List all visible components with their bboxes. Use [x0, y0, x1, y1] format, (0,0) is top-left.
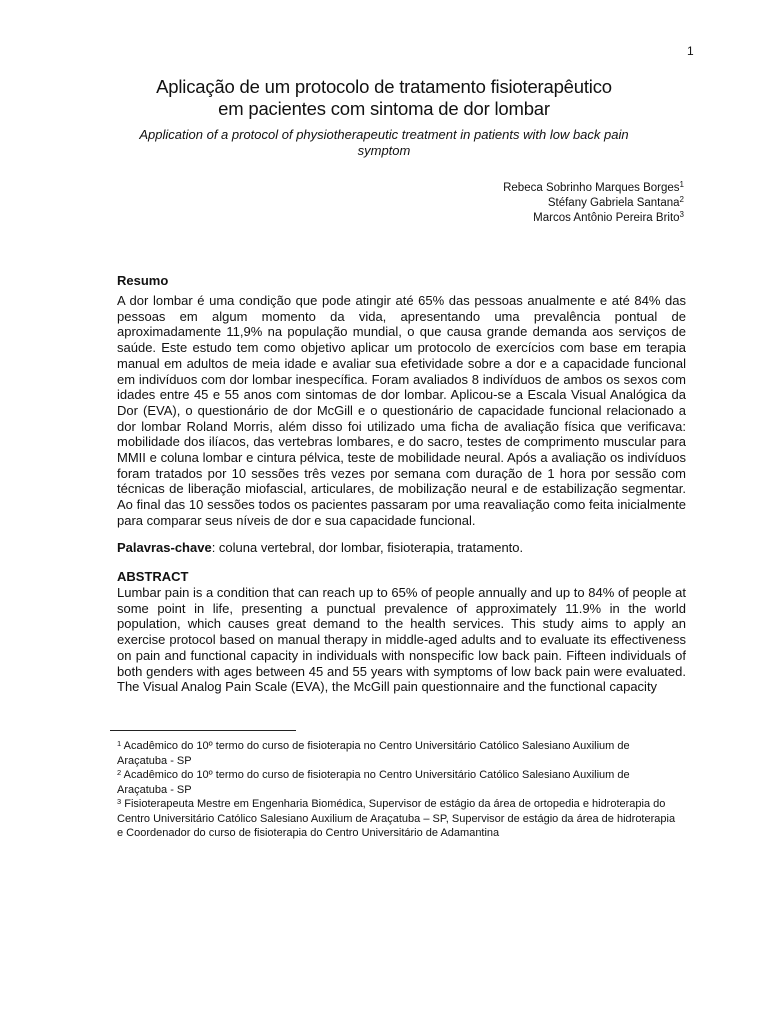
footnotes — [117, 739, 677, 841]
title-line-1: Aplicação de um protocolo de tratamento fisioterapêutico — [156, 76, 612, 97]
resumo-heading: Resumo — [117, 273, 169, 288]
author-1-ref: 1 — [679, 180, 684, 189]
author-list — [503, 181, 684, 226]
author-1: Rebeca Sobrinho Marques Borges$^1$ — [503, 180, 684, 194]
author-2-ref: 2 — [679, 195, 684, 204]
keywords-label: Palavras-chave — [117, 540, 212, 555]
title-line-2: em pacientes com sintoma de dor lombar — [218, 98, 550, 119]
author-2: Stéfany Gabriela Santana$^2$ — [547, 195, 684, 209]
author-3-ref: 3 — [679, 210, 684, 219]
abstract-heading: ABSTRACT — [117, 569, 189, 584]
footnote-2: $^2$ Acadêmico do 10º termo do curso de fisioterapia no Centro Universitário Católico Salesiano Auxilium de Araçatuba - SP — [117, 768, 630, 796]
footnote-1: $^1$ Acadêmico do 10º termo do curso de fisioterapia no Centro Universitário Católico Salesiano Auxilium de Araçatuba - SP — [117, 739, 630, 767]
resumo-body: A dor lombar é uma condição que pode atingir até 65% das pessoas anualmente e até 84% das pessoas em algum momento da vida, apresentando uma prevalência pontual de aproximadamente 11,9% na população mundial, o que causa grande demanda aos serviços de saúde. Este estudo tem como objetivo aplicar um protocolo de exercícios com base em terapia manual em adultos de meia idade e avaliar sua efetividade sobre a dor e a capacidade funcional em indivíduos com dor lombar inespecífica. Foram avaliados 8 indivíduos de ambos os sexos com idades entre 45 e 55 anos com sintomas de dor lombar. Aplicou-se a Escala Visual Analógica da Dor (EVA), o questionário de dor McGill e o questionário de capacidade funcional relacionado a dor lombar Roland Morris, além disso foi utilizado uma ficha de avaliação física que verificava: mobilidade dos ilíacos, das vertebras lombares, e do sacro, testes de comprimento muscular para MMII e coluna lombar e cintura pélvica, teste de mobilidade neural. Após a avaliação os indivíduos foram tratados por 10 sessões três vezes por semana com duração de 1 hora por sessão com técnicas de liberação miofascial, articulares, de mobilização neural e de estabilização segmentar. Ao final das 10 sessões todos os pacientes passaram por uma reavaliação como feita inicialmente para comparar seus níveis de dor e sua capacidade funcional. — [117, 293, 686, 528]
english-title: Application of a protocol of physiotherapeutic treatment in patients with low back pain symptom — [139, 127, 629, 158]
paper-title — [100, 76, 668, 120]
keywords-list: : coluna vertebral, dor lombar, fisioterapia, tratamento. — [211, 540, 524, 555]
footnote-3: $^3$ Fisioterapeuta Mestre em Engenharia Biomédica, Supervisor de estágio da área de ortopedia e hidroterapia do Centro Universitário Católico Salesiano Auxilium de Araçatuba – SP, Supervisor de estágio da área de hidroterapia e Coordenador do curso de fisioterapia do Centro Universitário de Adamantina — [117, 797, 676, 839]
abstract-body: Lumbar pain is a condition that can reach up to 65% of people annually and up to 84% of people at some point in life, presenting a punctual prevalence of approximately 11.9% in the world population, which causes great demand to the health services. This study aims to apply an exercise protocol based on manual therapy in middle-aged adults and to evaluate its effectiveness on pain and functional capacity in individuals with nonspecific low back pain. Fifteen individuals of both genders with ages between 45 and 55 years with symptoms of low back pain were evaluated. The Visual Analog Pain Scale (EVA), the McGill pain questionnaire and the functional capacity — [117, 585, 686, 695]
author-3: Marcos Antônio Pereira Brito$^3$ — [533, 210, 684, 224]
page-number: 1 — [687, 44, 694, 58]
footnote-separator — [110, 730, 296, 731]
keywords — [117, 540, 686, 556]
